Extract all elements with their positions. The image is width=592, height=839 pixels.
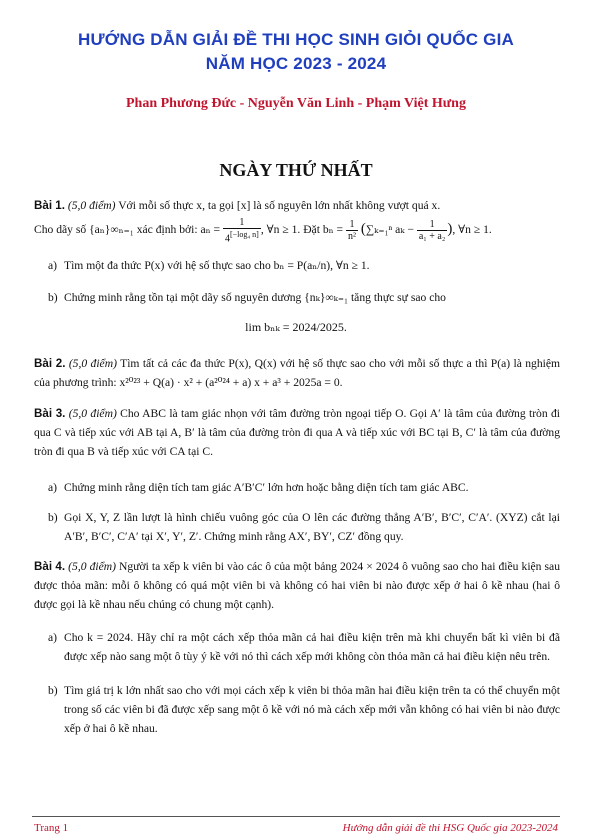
problem-1a: a) Tìm một đa thức P(x) với hệ số thực sao cho bₙ = P(aₙ/n), ∀n ≥ 1. xyxy=(48,259,370,272)
problem-1-limit: lim bₙₖ = 2024/2025. xyxy=(245,320,347,334)
document-title-line1: HƯỚNG DẪN GIẢI ĐỀ THI HỌC SINH GIỎI QUỐC GIA xyxy=(78,30,514,49)
problem-3a: a) Chứng minh rằng diện tích tam giác A′B′C′ lớn hơn hoặc bằng diện tích tam giác ABC. xyxy=(48,481,469,494)
problem-4-points: (5,0 điểm) xyxy=(68,560,116,573)
problem-2-label: Bài 2. xyxy=(34,357,66,370)
problem-2-points: (5,0 điểm) xyxy=(68,357,117,370)
problem-1-intro: Với mỗi số thực x, ta gọi [x] là số nguyên lớn nhất không vượt quá x. xyxy=(115,199,441,212)
problem-1-text xyxy=(34,196,560,215)
problem-3-points: (5,0 điểm) xyxy=(68,407,117,420)
problem-1-points: (5,0 điểm) xyxy=(67,199,116,212)
day-title: NGÀY THỨ NHẤT xyxy=(219,160,373,180)
problem-4a: a) Cho k = 2024. Hãy chỉ ra một cách xếp thỏa mãn cả hai điều kiện trên mà khi chuyển bất kì viên bi đã được xếp nào sang một ô tùy ý kề với nó thì cách xếp mới không còn thỏa mãn cả hai điều kiện nêu trên. xyxy=(48,631,560,663)
authors: Phan Phương Đức - Nguyễn Văn Linh - Phạm Việt Hưng xyxy=(126,96,466,111)
problem-1b: b) Chứng minh rằng tồn tại một dãy số nguyên dương {nₖ}∞ₖ₌₁ tăng thực sự sao cho xyxy=(48,291,446,304)
problem-1-sequence: Cho dãy số {aₙ}∞ₙ₌₁ xác định bởi: aₙ = $\frac{1}{4^{[-log_4 n]}}$ , ∀n ≥ 1. Đặt bₙ = $\frac{1}{\text{n²}}$ (∑ₖ₌₁ⁿ aₖ − $\frac{1}{\text{a₁ + a₂}}$ ), ∀n ≥ 1. xyxy=(34,216,492,244)
footer-divider xyxy=(32,816,560,817)
problem-2-text: Bài 2. (5,0 điểm) Tìm tất cả các đa thức P(x), Q(x) với hệ số thực sao cho với mỗi số thực a thì P(a) là nghiệm của phương trình: x²⁰²³ + Q(a) · x² + (a²⁰²⁴ + a) x + a³ + 2025a = 0. xyxy=(34,357,561,389)
an-formula: $\frac{1}{4^{[-log_4 n]}}$ xyxy=(224,216,259,244)
problem-4b: b) Tìm giá trị k lớn nhất sao cho với mọi cách xếp k viên bi thỏa mãn hai điều kiện trên ta có thể chuyển một trong số các viên bi đã được xếp sang một ô kề với nó mà cách xếp mới vẫn không có hai viên bi nào được xếp ở hai ô kề nhau. xyxy=(48,684,560,735)
footer-document-name: Hướng dẫn giải đề thi HSG Quốc gia 2023-2024 xyxy=(342,822,558,834)
problem-3-label: Bài 3. xyxy=(34,407,66,420)
problem-1-label: Bài 1. xyxy=(34,199,65,212)
problem-3-text: Bài 3. (5,0 điểm) Cho ABC là tam giác nhọn với tâm đường tròn ngoại tiếp O. Gọi A′ là tâm của đường tròn đi qua C và tiếp xúc với AB tại A, B′ là tâm của đường tròn đi qua A và tiếp xúc với BC tại B, C′ là tâm của đường tròn đi qua B và tiếp xúc với CA tại C. xyxy=(34,407,561,458)
document-title-line2: NĂM HỌC 2023 - 2024 xyxy=(205,54,387,73)
problem-4-text: Bài 4. (5,0 điểm) Người ta xếp k viên bi vào các ô của một bảng 2024 × 2024 ô vuông sao cho hai điều kiện sau được thỏa mãn: mỗi ô không có quá một viên bi và không có hai viên bi nào được xếp ở hai ô kề nhau (hai ô được gọi là kề nhau nếu chúng có chung một cạnh). xyxy=(34,560,560,611)
problem-3b: b) Gọi X, Y, Z lần lượt là hình chiếu vuông góc của O lên các đường thẳng A′B′, B′C′, C′A′. (XYZ) cắt lại A′B′, B′C′, C′A′ tại X′, Y′, Z′. Chứng minh rằng AX′, BY′, CZ′ đồng quy. xyxy=(48,511,560,543)
problem-4-label: Bài 4. xyxy=(34,560,66,573)
footer-page-number: Trang 1 xyxy=(34,822,69,834)
bn-formula: $\frac{1}{\text{n²}}$ xyxy=(347,218,356,242)
